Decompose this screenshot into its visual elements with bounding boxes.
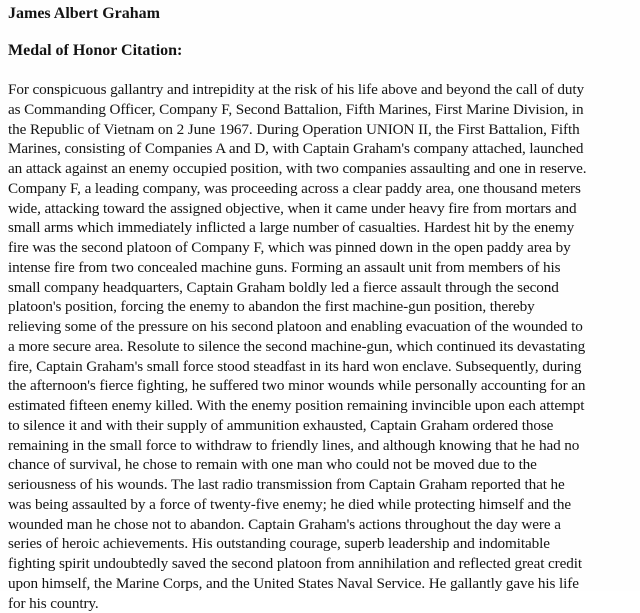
citation-line: fire was the second platoon of Company F, which was pinned down in the open paddy area by	[8, 238, 638, 258]
citation-line: wounded man he chose not to abandon. Captain Graham's actions throughout the day were a	[8, 515, 638, 535]
recipient-name: James Albert Graham	[8, 4, 160, 24]
citation-line: series of heroic achievements. His outstanding courage, superb leadership and indomitable	[8, 534, 638, 554]
citation-heading: Medal of Honor Citation:	[8, 41, 182, 61]
citation-line: platoon's position, forcing the enemy to abandon the first machine-gun position, thereby	[8, 297, 638, 317]
citation-line: a more secure area. Resolute to silence the second machine-gun, which continued its devastating	[8, 337, 638, 357]
citation-line: remaining in the small force to withdraw to friendly lines, and although knowing that he had no	[8, 436, 638, 456]
citation-line: Marines, consisting of Companies A and D, with Captain Graham's company attached, launched	[8, 139, 638, 159]
citation-line: wide, attacking toward the assigned objective, when it came under heavy fire from mortars and	[8, 199, 638, 219]
citation-body	[8, 80, 638, 613]
citation-line: seriousness of his wounds. The last radio transmission from Captain Graham reported that he	[8, 475, 638, 495]
citation-line: estimated fifteen enemy killed. With the enemy position remaining invincible upon each attempt	[8, 396, 638, 416]
citation-line: relieving some of the pressure on his second platoon and enabling evacuation of the wounded to	[8, 317, 638, 337]
citation-line: as Commanding Officer, Company F, Second Battalion, Fifth Marines, First Marine Division, in	[8, 100, 638, 120]
citation-line: fighting spirit undoubtedly saved the second platoon from annihilation and reflected great credit	[8, 554, 638, 574]
citation-line: small company headquarters, Captain Graham boldly led a fierce assault through the second	[8, 278, 638, 298]
citation-line: the Republic of Vietnam on 2 June 1967. During Operation UNION II, the First Battalion, Fifth	[8, 120, 638, 140]
citation-line: Company F, a leading company, was proceeding across a clear paddy area, one thousand meters	[8, 179, 638, 199]
citation-line: to silence it and with their supply of ammunition exhausted, Captain Graham ordered those	[8, 416, 638, 436]
citation-line: upon himself, the Marine Corps, and the United States Naval Service. He gallantly gave his life	[8, 574, 638, 594]
citation-line: an attack against an enemy occupied position, with two companies assaulting and one in reserve.	[8, 159, 638, 179]
citation-line: small arms which immediately inflicted a large number of casualties. Hardest hit by the enemy	[8, 218, 638, 238]
citation-line: the afternoon's fierce fighting, he suffered two minor wounds while personally accounting for an	[8, 376, 638, 396]
citation-line: intense fire from two concealed machine guns. Forming an assault unit from members of his	[8, 258, 638, 278]
citation-line: was being assaulted by a force of twenty-five enemy; he died while protecting himself and the	[8, 495, 638, 515]
citation-line: chance of survival, he chose to remain with one man who could not be moved due to the	[8, 455, 638, 475]
citation-line: For conspicuous gallantry and intrepidity at the risk of his life above and beyond the call of duty	[8, 80, 638, 100]
citation-line: for his country.	[8, 594, 638, 613]
citation-line: fire, Captain Graham's small force stood steadfast in its hard won enclave. Subsequently, during	[8, 357, 638, 377]
